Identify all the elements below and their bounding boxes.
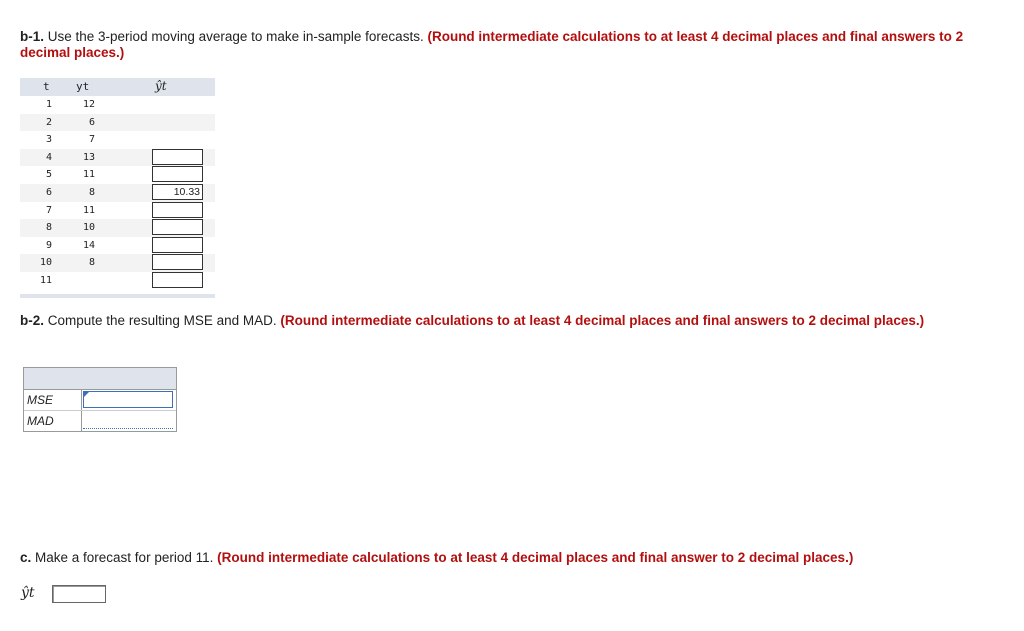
period-cell: 5	[45, 169, 52, 181]
value-cell: 11	[82, 169, 95, 181]
value-cell: 7	[88, 134, 95, 146]
question-b1-instruction: (Round intermediate calculations to at least 4 decimal places and final answers to 2 decimal places.)	[20, 29, 964, 60]
question-c-text: Make a forecast for period 11.	[31, 550, 218, 565]
error-table-divider	[81, 411, 82, 431]
question-b2	[20, 313, 1000, 329]
table-row	[20, 254, 215, 272]
question-b1-label: b-1.	[20, 29, 45, 44]
table-row	[20, 219, 215, 237]
mad-input[interactable]	[83, 412, 173, 429]
error-row-mse	[24, 390, 176, 411]
period-cell: 6	[45, 186, 52, 198]
table-row	[20, 272, 215, 290]
forecast-input[interactable]	[152, 202, 203, 218]
table-row	[20, 202, 215, 220]
table-row	[20, 149, 215, 167]
value-cell: 6	[88, 116, 95, 128]
table-row	[20, 166, 215, 184]
period-cell: 10	[39, 257, 52, 269]
error-table	[23, 367, 177, 432]
period-cell: 9	[45, 239, 52, 251]
forecast-table-body	[20, 96, 215, 290]
table-row	[20, 96, 215, 114]
forecast-11-label: ŷt	[21, 585, 35, 601]
period-cell: 2	[45, 116, 52, 128]
period-cell: 3	[45, 134, 52, 146]
value-cell: 14	[82, 239, 95, 251]
forecast-input[interactable]	[152, 166, 203, 182]
period-cell: 4	[45, 151, 52, 163]
value-cell: 10	[82, 222, 95, 234]
header-y: yt	[76, 80, 90, 93]
value-cell: 8	[88, 257, 95, 269]
mse-label: MSE	[27, 393, 54, 407]
question-b2-label: b-2.	[20, 313, 45, 328]
question-c-instruction: (Round intermediate calculations to at least 4 decimal places and final answer to 2 decimal places.)	[217, 550, 854, 565]
forecast-11-input[interactable]	[52, 585, 106, 603]
forecast-input[interactable]	[152, 272, 203, 288]
question-c-label: c.	[20, 550, 32, 565]
period-cell: 11	[39, 274, 52, 286]
mse-input[interactable]	[83, 391, 173, 408]
value-cell: 12	[82, 99, 95, 110]
table-row	[20, 131, 215, 149]
period-cell: 8	[45, 222, 52, 234]
forecast-table	[20, 78, 215, 298]
question-b1	[20, 29, 1000, 61]
header-yhat: ŷt	[155, 79, 167, 93]
input-cursor-icon	[84, 392, 89, 397]
period-cell: 7	[45, 204, 52, 216]
mad-label: MAD	[27, 414, 54, 428]
question-b2-text: Compute the resulting MSE and MAD.	[44, 313, 281, 328]
table-row	[20, 114, 215, 132]
error-row-mad	[24, 411, 176, 431]
forecast-table-header	[20, 78, 215, 96]
value-cell: 13	[82, 151, 95, 163]
period-cell: 1	[45, 99, 52, 110]
value-cell: 11	[82, 204, 95, 216]
forecast-input[interactable]	[152, 237, 203, 253]
error-table-header	[24, 368, 176, 390]
question-b1-text: Use the 3-period moving average to make in-sample forecasts.	[44, 29, 428, 44]
table-row	[20, 184, 215, 202]
header-t: t	[43, 80, 50, 93]
forecast-input[interactable]	[152, 219, 203, 235]
forecast-table-footer	[20, 294, 215, 298]
question-b2-instruction: (Round intermediate calculations to at least 4 decimal places and final answers to 2 decimal places.)	[280, 313, 925, 328]
question-c	[20, 550, 1000, 566]
forecast-input[interactable]: 10.33	[152, 184, 203, 200]
table-row	[20, 237, 215, 255]
forecast-input[interactable]	[152, 149, 203, 165]
error-table-divider	[81, 390, 82, 410]
forecast-input[interactable]	[152, 254, 203, 270]
value-cell: 8	[88, 186, 95, 198]
